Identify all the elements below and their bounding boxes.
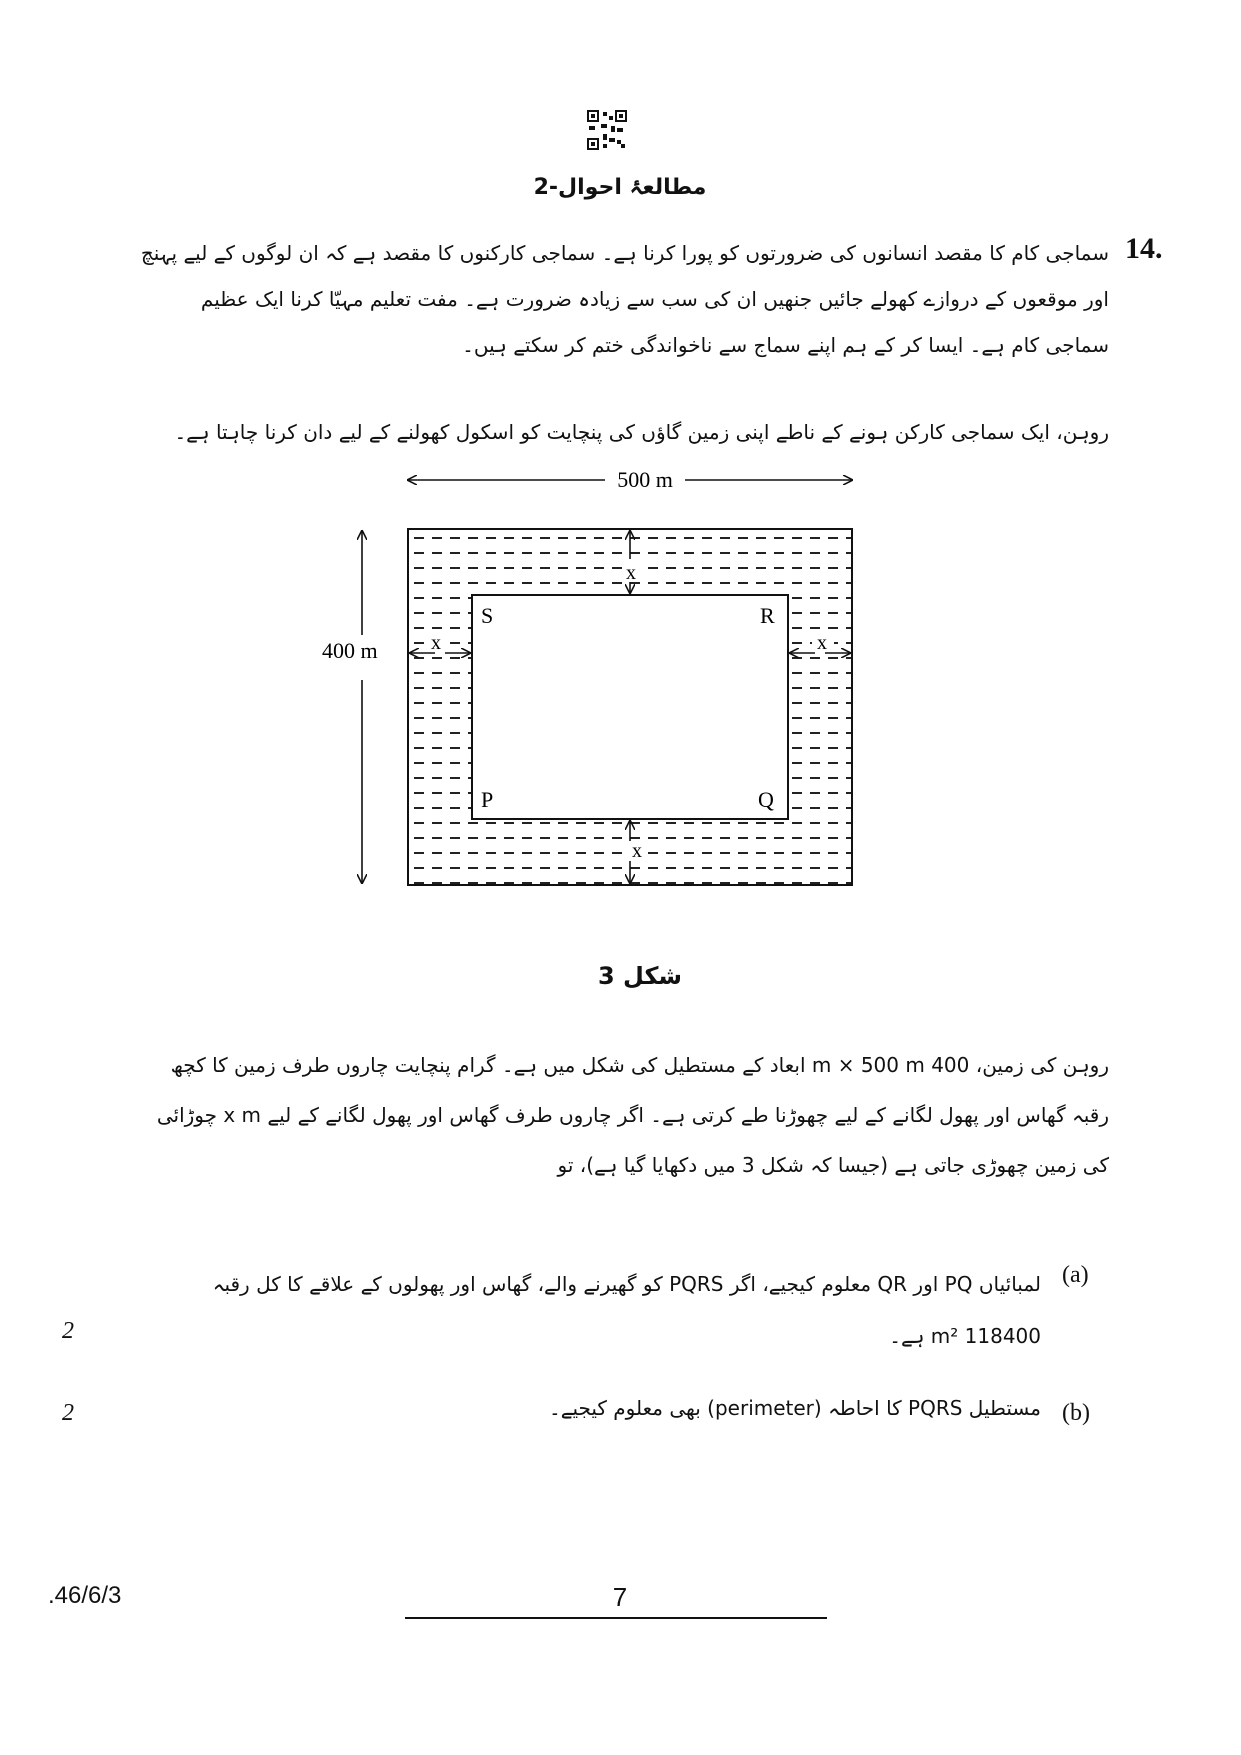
x-label-left: x	[431, 632, 441, 654]
part-a-marks: 2	[62, 1318, 74, 1344]
section-title: مطالعۂ احوال-2	[533, 175, 707, 200]
question-number: 14.	[1125, 232, 1163, 265]
corner-r: R	[760, 603, 775, 628]
height-label: 400 m	[322, 638, 378, 663]
x-label-bottom: x	[632, 840, 642, 862]
question-intro-paragraph: سماجی کام کا مقصد انسانوں کی ضرورتوں کو پورا کرنا ہے۔ سماجی کارکنوں کا مقصد ہے کہ ان لوگوں کے لیے پہنچ اور موقعوں کے دروازے کھولے جائیں جنھیں ان کی سب سے زیادہ ضرورت ہے۔ مفت تعلیم مہیّا کرنا ایک عظیم سماجی کام ہے۔ ایسا کر کے ہم اپنے سماج سے ناخواندگی ختم کر سکتے ہیں۔	[140, 241, 1109, 357]
width-label: 500 m	[617, 467, 673, 492]
question-context-paragraph: روہن، ایک سماجی کارکن ہونے کے ناطے اپنی زمین گاؤں کی پنچایت کو اسکول کھولنے کے لیے دان کرنا چاہتا ہے۔	[174, 420, 1109, 444]
corner-p: P	[481, 787, 494, 812]
part-b-text: مستطیل PQRS کا احاطہ (perimeter) بھی معلوم کیجیے۔	[549, 1396, 1041, 1420]
corner-q: Q	[758, 787, 774, 812]
paper-code: .46/6/3	[48, 1582, 122, 1609]
page-number: 7	[612, 1582, 628, 1612]
qr-code-icon	[587, 110, 627, 150]
land-diagram	[322, 455, 960, 945]
figure-caption: شکل 3	[597, 962, 683, 990]
rectangle-pqrs	[472, 595, 788, 819]
x-label-top: x	[626, 562, 636, 584]
x-label-right: x	[817, 632, 827, 654]
problem-paragraph: روہن کی زمین، 400 m × 500 m ابعاد کے مستطیل کی شکل میں ہے۔ گرام پنچایت چاروں طرف زمین کا کچھ رقبہ گھاس اور پھول لگانے کے لیے چھوڑنا طے کرتی ہے۔ اگر چاروں طرف گھاس اور پھول لگانے کے لیے x m چوڑائی کی زمین چھوڑی جاتی ہے (جیسا کہ شکل 3 میں دکھایا گیا ہے)، تو	[156, 1053, 1109, 1177]
part-b-marks: 2	[62, 1400, 74, 1426]
footer-divider	[405, 1617, 827, 1619]
corner-s: S	[481, 603, 494, 628]
part-a-text: لمبائیاں PQ اور QR معلوم کیجیے، اگر PQRS کو گھیرنے والے، گھاس اور پھولوں کے علاقے کا کل رقبہ 118400 m² ہے۔	[212, 1272, 1041, 1348]
part-a-label: (a)	[1062, 1262, 1089, 1288]
part-b-label: (b)	[1062, 1400, 1090, 1426]
